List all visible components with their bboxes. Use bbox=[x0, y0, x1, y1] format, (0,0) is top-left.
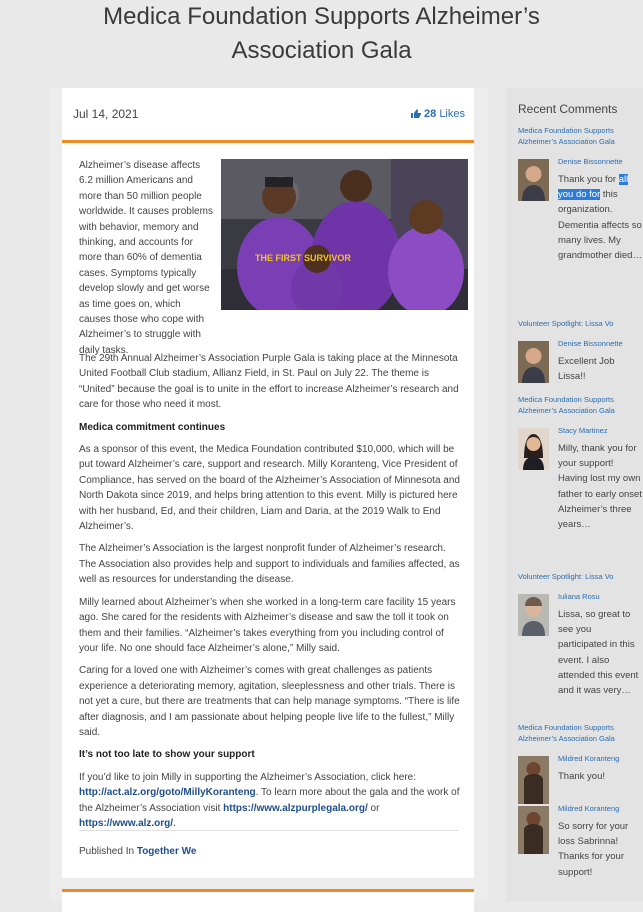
comment-item bbox=[518, 394, 643, 532]
comment-item bbox=[518, 722, 643, 784]
comment-text[interactable]: Milly, thank you for your support! Having lost my own father to early onset Alzheimer’s three years… bbox=[558, 443, 642, 531]
article-paragraph-1: The 29th Annual Alzheimer’s Association Purple Gala is taking place at the Minnesota United Football Club stadium, Allianz Field, in St. Paul on July 22. The theme is “United” because the goal is to unite in the effort to increase Alzheimer’s research and care for those who need it most. bbox=[79, 353, 459, 411]
comment-row bbox=[518, 157, 643, 263]
published-prefix: Published In bbox=[79, 846, 135, 857]
avatar bbox=[518, 806, 549, 854]
comment-post-link[interactable]: Medica Foundation Supports Alzheimer’s Association Gala bbox=[518, 126, 615, 146]
donation-link[interactable]: http://act.alz.org/goto/MillyKoranteng bbox=[79, 787, 256, 799]
comment-author[interactable]: Denise Bissonnette bbox=[558, 339, 623, 348]
article-paragraph-2: As a sponsor of this event, the Medica Foundation contributed $10,000, which will be put toward Alzheimer’s care, support and research. Milly Koranteng, Vice President of Compliance, has served on the board of the Alzheimer’s Association of Minnesota and North Dakota since 2019, and helps bring attention to this event. Milly is pictured here with her husband, Ed, and their children, Liam and Daria, at the 2019 Walk to End Alzheimer’s. bbox=[79, 444, 460, 533]
para6-text-c: or bbox=[367, 802, 380, 814]
para6-text-a: If you’d like to join Milly in supporting the Alzheimer’s Association, click here: bbox=[79, 771, 417, 783]
page-title bbox=[0, 0, 643, 68]
article-divider bbox=[79, 830, 459, 831]
photo-shirt-text: THE FIRST SURVIVOR bbox=[255, 253, 351, 263]
alz-org-link[interactable]: https://www.alz.org/ bbox=[79, 817, 174, 829]
likes-label: Likes bbox=[439, 108, 465, 120]
article-heading-1: Medica commitment continues bbox=[79, 421, 226, 433]
comment-body bbox=[558, 157, 643, 263]
article-intro: Alzheimer’s disease affects 6.2 million Americans and more than 50 million people worldwide. It causes problems with behavior, memory and thinking, and accounts for more than 60% of dementia cases. Symptoms typically develop slowly and get worse as time goes on, which causes those who cope with Alzheimer’s to struggle with daily tasks. bbox=[79, 160, 213, 356]
comment-row bbox=[518, 426, 643, 532]
comment-body bbox=[558, 339, 643, 384]
comment-author[interactable]: Denise Bissonnette bbox=[558, 157, 623, 166]
category-link[interactable]: Together We bbox=[136, 846, 197, 857]
comment-item bbox=[518, 571, 643, 698]
comment-post-link[interactable]: Medica Foundation Supports Alzheimer’s Association Gala bbox=[518, 395, 615, 415]
comment-author[interactable]: Mildred Koranteng bbox=[558, 804, 620, 813]
article-body bbox=[79, 158, 461, 838]
comment-post-link[interactable]: Volunteer Spotlight: Lissa Vo bbox=[518, 319, 614, 328]
comment-item bbox=[518, 125, 643, 263]
comment-author[interactable]: Stacy Martinez bbox=[558, 426, 608, 435]
comment-row bbox=[518, 592, 643, 698]
comment-text[interactable]: Excellent Job Lissa!! bbox=[558, 356, 615, 383]
comment-text[interactable] bbox=[558, 172, 643, 263]
comment-item bbox=[518, 804, 643, 880]
comment-body bbox=[558, 804, 643, 880]
comment-text-before: Thank you for bbox=[558, 174, 619, 185]
comment-body bbox=[558, 754, 643, 784]
purple-gala-link[interactable]: https://www.alzpurplegala.org/ bbox=[223, 802, 368, 814]
sidebar bbox=[506, 88, 643, 902]
para6-text-d: . bbox=[173, 817, 176, 829]
comment-author[interactable]: Mildred Koranteng bbox=[558, 754, 620, 763]
comment-text[interactable]: Thank you! bbox=[558, 771, 605, 782]
published-in bbox=[79, 846, 196, 857]
comment-text-highlight: all you do for bbox=[558, 174, 629, 201]
avatar bbox=[518, 428, 549, 470]
article-paragraph-3: The Alzheimer’s Association is the largest nonprofit funder of Alzheimer’s research. The Association also provides help and support to individuals and families affected, as well as resources for understanding the disease. bbox=[79, 543, 460, 586]
page-title-line-2: Association Gala bbox=[231, 37, 412, 64]
comment-post-link[interactable]: Medica Foundation Supports Alzheimer’s Association Gala bbox=[518, 723, 615, 743]
article-paragraph-4: Milly learned about Alzheimer’s when she worked in a long-term care facility 15 years ago. She cared for the residents with Alzheimer’s disease and saw the toll it took on them and their families. “Alzheimer’s takes everything from you including control of your life. No one should face Alzheimer’s alone,” Milly said. bbox=[79, 596, 456, 654]
comment-text[interactable]: So sorry for your loss Sabrinna! Thanks for your support! bbox=[558, 821, 629, 878]
article-card bbox=[62, 88, 474, 878]
next-article-card bbox=[62, 889, 474, 912]
avatar bbox=[518, 594, 549, 636]
comment-body bbox=[558, 592, 643, 698]
article-column bbox=[50, 88, 487, 902]
avatar bbox=[518, 756, 549, 804]
article-paragraph-6 bbox=[79, 770, 461, 832]
comment-item bbox=[518, 318, 643, 384]
family-photo bbox=[221, 159, 468, 310]
avatar bbox=[518, 159, 549, 201]
comment-text[interactable]: Lissa, so great to see you participated in this event. I also attended this event and it was very… bbox=[558, 609, 639, 697]
article-heading-2: It’s not too late to show your support bbox=[79, 749, 255, 761]
avatar bbox=[518, 341, 549, 383]
thumbs-up-icon bbox=[411, 109, 421, 118]
article-header bbox=[62, 88, 474, 143]
article-date: Jul 14, 2021 bbox=[73, 107, 139, 121]
comment-body bbox=[558, 426, 643, 532]
page-title-line-1: Medica Foundation Supports Alzheimer’s bbox=[103, 3, 540, 30]
article-paragraph-5: Caring for a loved one with Alzheimer’s comes with great challenges as patients experience a deteriorating memory, agitation, sleeplessness and other trials. There is not yet a cure, but there are treatments that can help manage symptoms. “There is life after diagnosis, and I am passionate about helping people live life to the fullest,” Milly said. bbox=[79, 665, 460, 738]
like-button[interactable] bbox=[411, 108, 465, 120]
recent-comments-title: Recent Comments bbox=[518, 102, 618, 116]
para6-text-b: . To learn more about the gala and the work of the Alzheimer’s Association visit bbox=[79, 787, 460, 814]
comment-row bbox=[518, 754, 643, 784]
comment-text-after: this organization. Dementia affects so many lives. My grandmother died… bbox=[558, 189, 642, 262]
comment-row bbox=[518, 339, 643, 384]
comment-author[interactable]: Iuliana Rosu bbox=[558, 592, 600, 601]
comment-row bbox=[518, 804, 643, 880]
likes-count: 28 bbox=[424, 108, 437, 120]
comment-post-link[interactable]: Volunteer Spotlight: Lissa Vo bbox=[518, 572, 614, 581]
